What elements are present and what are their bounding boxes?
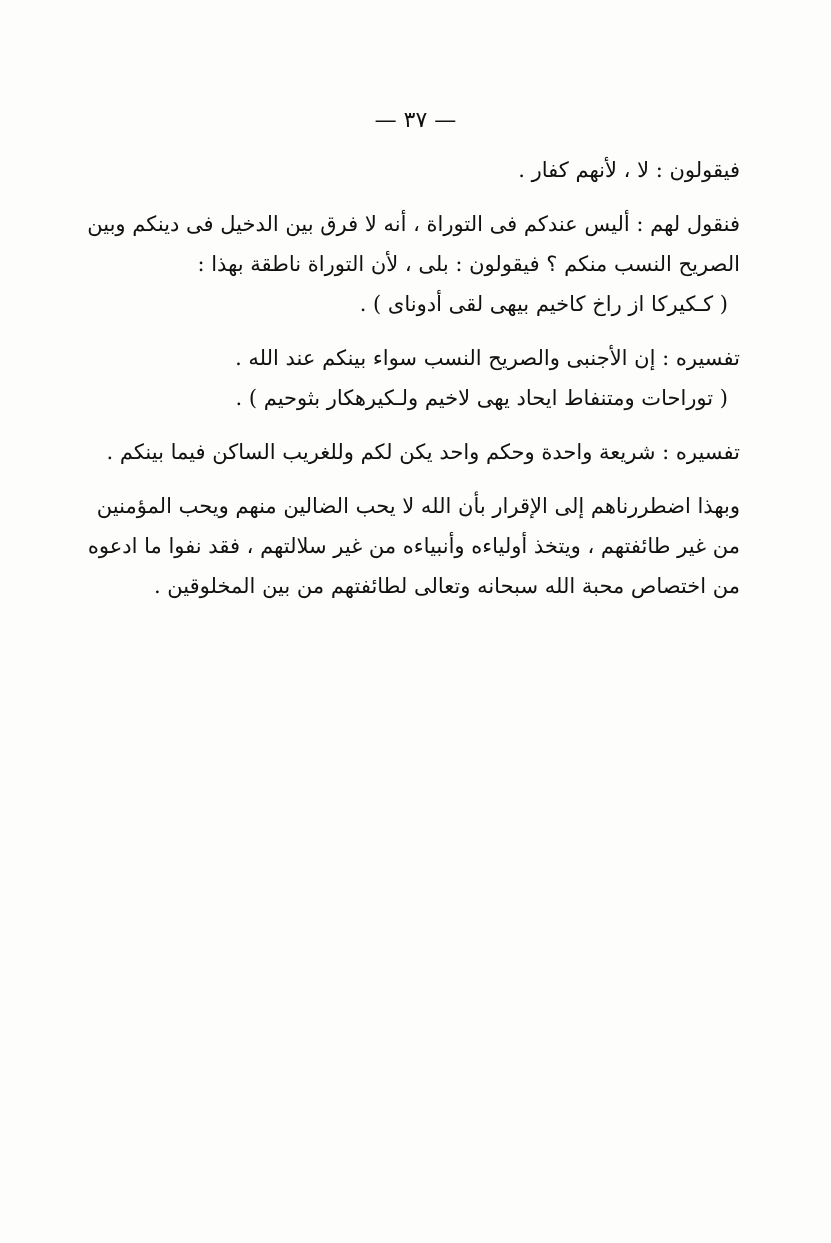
page-body [87,150,740,606]
quoted-text-line: ( كـكيركا از راخ كاخيم بيهى لقى أدوناى ) . [359,292,728,316]
quoted-text-line: ( توراحات ومتنفاط ايحاد يهى لاخيم ولـكيرهكار بثوحيم ) . [235,386,728,410]
text-line: فيقولون : لا ، لأنهم كفار . [518,158,740,182]
text-line: الصريح النسب منكم ؟ فيقولون : بلى ، لأن التوراة ناطقة بهذا : [197,252,740,276]
page-number: — ٣٧ — [374,108,457,133]
text-line: من غير طائفتهم ، ويتخذ أولياءه وأنبياءه من غير سلالتهم ، فقد نفوا ما ادعوه [87,534,740,558]
text-line: من اختصاص محبة الله سبحانه وتعالى لطائفتهم من بين المخلوقين . [153,574,740,598]
text-line: تفسيره : شريعة واحدة وحكم واحد يكن لكم وللغريب الساكن فيما بينكم . [106,440,740,464]
text-line: وبهذا اضطررناهم إلى الإقرار بأن الله لا يحب الضالين منهم ويحب المؤمنين [96,494,740,518]
text-line: فنقول لهم : أليس عندكم فى التوراة ، أنه لا فرق بين الدخيل فى دينكم وبين [87,212,740,236]
text-line: تفسيره : إن الأجنبى والصريح النسب سواء بينكم عند الله . [235,346,740,370]
